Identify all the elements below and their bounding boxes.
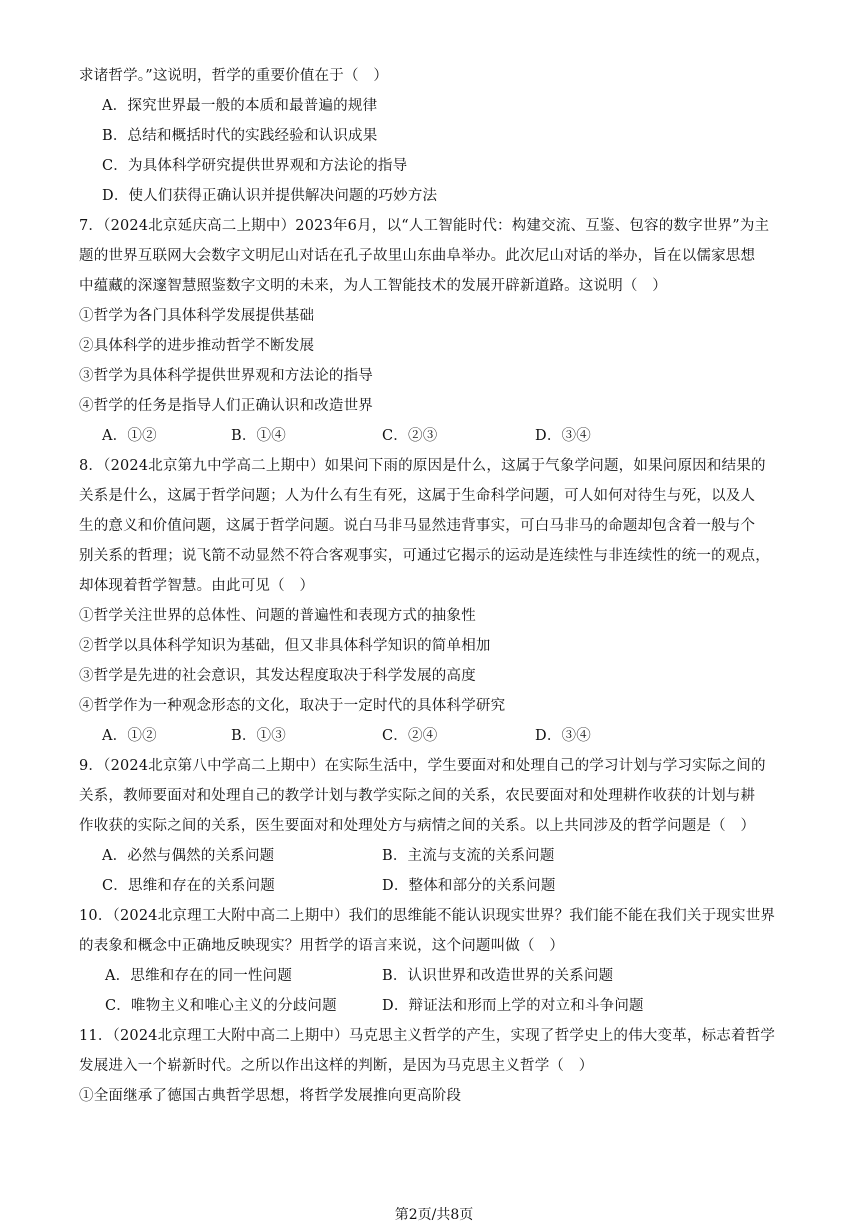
statement-line: ③哲学是先进的社会意识，其发达程度取决于科学发展的高度 [79, 668, 476, 684]
text-line: 发展进入一个崭新时代。之所以作出这样的判断，是因为马克思主义哲学（ ） [79, 1058, 594, 1074]
option-a: A．①② [102, 728, 157, 744]
text-line: 中蕴藏的深邃智慧照鉴数字文明的未来，为人工智能技术的发展开辟新道路。这说明（ ） [79, 278, 667, 294]
option-a: A．①② [102, 428, 157, 444]
option-b: B．①③ [231, 728, 286, 744]
question-9-stem: 9．（2024北京第八中学高二上期中）在实际生活中，学生要面对和处理自己的学习计划与学习实际之间的 [79, 758, 766, 774]
option-line: D．使人们获得正确认识并提供解决问题的巧妙方法 [102, 188, 438, 204]
option-line: C．为具体科学研究提供世界观和方法论的指导 [102, 158, 408, 174]
question-11-stem: 11．（2024北京理工大附中高二上期中）马克思主义哲学的产生，实现了哲学史上的伟大变革，标志着哲学 [79, 1028, 776, 1044]
option-c: C．②③ [382, 428, 438, 444]
statement-line: ①哲学为各门具体科学发展提供基础 [79, 308, 315, 324]
option-line: A．探究世界最一般的本质和最普遍的规律 [102, 98, 378, 114]
text-line: 作收获的实际之间的关系，医生要面对和处理处方与病情之间的关系。以上共同涉及的哲学问题是（ ） [79, 818, 756, 834]
question-10-stem: 10．（2024北京理工大附中高二上期中）我们的思维能不能认识现实世界？我们能不能在我们关于现实世界 [79, 908, 776, 924]
text-line: 题的世界互联网大会数字文明尼山对话在孔子故里山东曲阜举办。此次尼山对话的举办，旨在以儒家思想 [79, 248, 756, 264]
option-c: C．②④ [382, 728, 438, 744]
statement-line: ①全面继承了德国古典哲学思想，将哲学发展推向更高阶段 [79, 1088, 462, 1104]
option-d: D．③④ [535, 728, 591, 744]
text-line: 生的意义和价值问题，这属于哲学问题。说白马非马显然违背事实，可白马非马的命题却包含着一般与个 [79, 518, 756, 534]
option-a: A．思维和存在的同一性问题 [105, 968, 293, 984]
option-b: B．主流与支流的关系问题 [382, 848, 555, 864]
text-line: 求诸哲学。”这说明，哲学的重要价值在于（ ） [79, 68, 389, 84]
option-b: B．认识世界和改造世界的关系问题 [382, 968, 614, 984]
text-line: 关系是什么，这属于哲学问题；人为什么有生有死，这属于生命科学问题，可人如何对待生与死，以及人 [79, 488, 756, 504]
text-line: 别关系的哲理；说飞箭不动显然不符合客观事实，可通过它揭示的运动是连续性与非连续性的统一的观点， [79, 548, 770, 564]
text-line: 却体现着哲学智慧。由此可见（ ） [79, 578, 315, 594]
statement-line: ①哲学关注世界的总体性、问题的普遍性和表现方式的抽象性 [79, 608, 476, 624]
option-c: C．思维和存在的关系问题 [102, 878, 275, 894]
option-d: D．辩证法和形而上学的对立和斗争问题 [382, 998, 644, 1014]
page-number: 第2页/共8页 [394, 1207, 474, 1223]
option-d: D．③④ [535, 428, 591, 444]
statement-line: ④哲学的任务是指导人们正确认识和改造世界 [79, 398, 373, 414]
statement-line: ③哲学为具体科学提供世界观和方法论的指导 [79, 368, 373, 384]
statement-line: ②具体科学的进步推动哲学不断发展 [79, 338, 315, 354]
option-b: B．①④ [231, 428, 286, 444]
option-c: C．唯物主义和唯心主义的分歧问题 [105, 998, 337, 1014]
statement-line: ④哲学作为一种观念形态的文化，取决于一定时代的具体科学研究 [79, 698, 506, 714]
question-8-stem: 8．（2024北京第九中学高二上期中）如果问下雨的原因是什么，这属于气象学问题，如果问原因和结果的 [79, 458, 766, 474]
option-d: D．整体和部分的关系问题 [382, 878, 556, 894]
question-7-stem: 7．（2024北京延庆高二上期中）2023年6月，以“人工智能时代：构建交流、互鉴、包容的数字世界”为主 [79, 218, 770, 234]
option-a: A．必然与偶然的关系问题 [102, 848, 275, 864]
text-line: 关系，教师要面对和处理自己的教学计划与教学实际之间的关系，农民要面对和处理耕作收获的计划与耕 [79, 788, 756, 804]
statement-line: ②哲学以具体科学知识为基础，但又非具体科学知识的简单相加 [79, 638, 491, 654]
option-line: B．总结和概括时代的实践经验和认识成果 [102, 128, 378, 144]
text-line: 的表象和概念中正确地反映现实？用哲学的语言来说，这个问题叫做（ ） [79, 938, 565, 954]
